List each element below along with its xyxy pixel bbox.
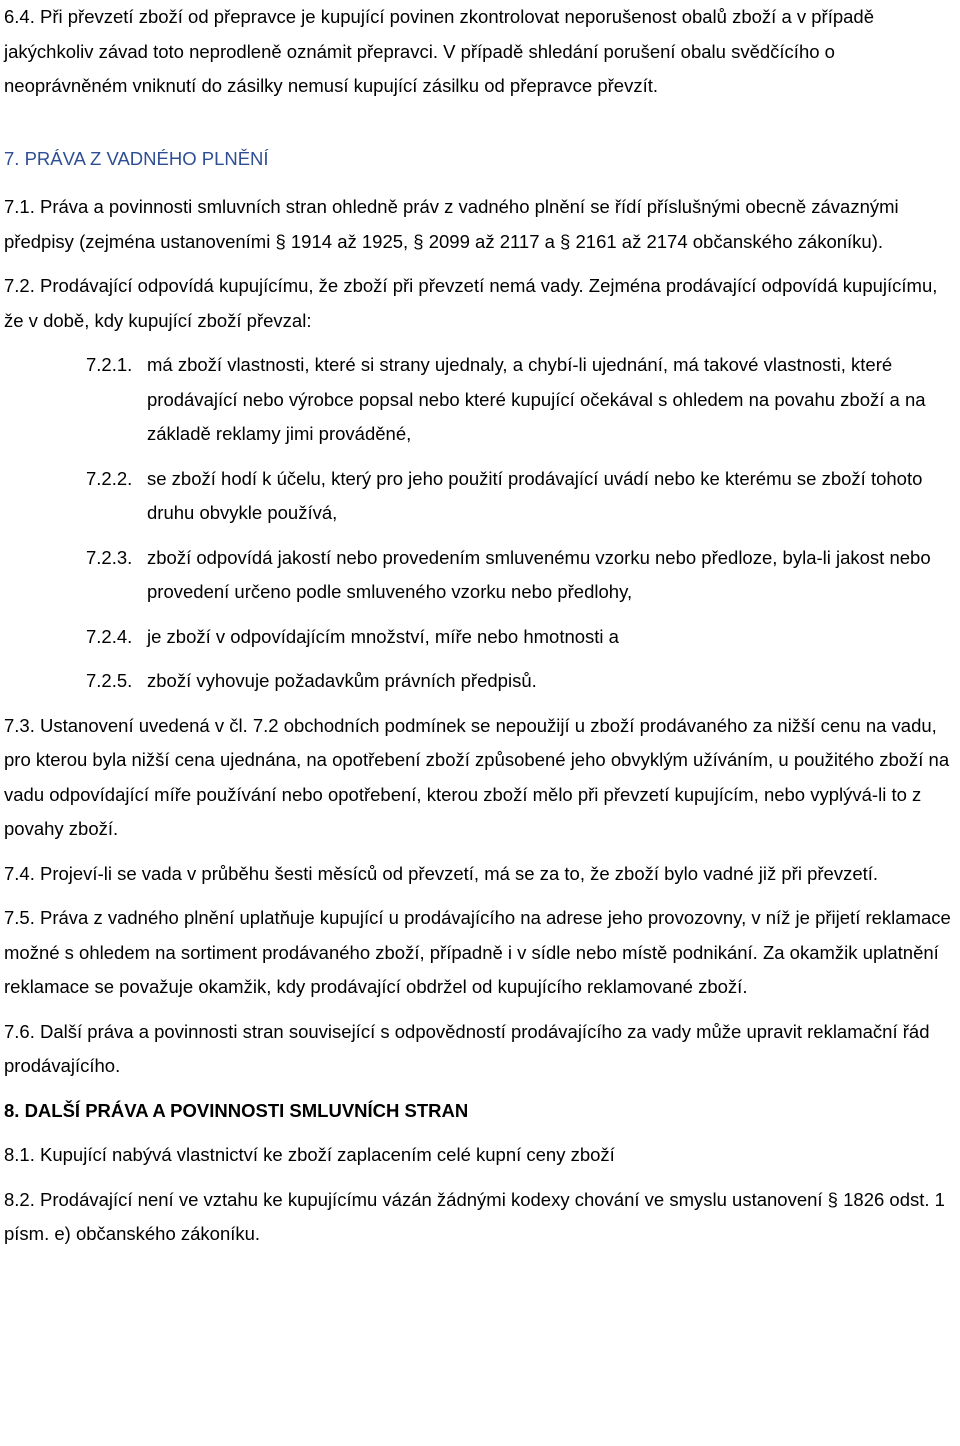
list-item-text: je zboží v odpovídajícím množství, míře nebo hmotnosti a xyxy=(147,625,619,647)
list-item-number: 7.2.3. xyxy=(86,546,133,568)
paragraph-7-1: 7.1. Práva a povinnosti smluvních stran ohledně práv z vadného plnění se řídí příslušnými obecně závaznými předpisy (zejména ustanoveními § 1914 až 1925, § 2099 až 2117 a § 2161 až 2174 občanského zákoníku). xyxy=(4,196,899,252)
section-heading-7: 7. PRÁVA Z VADNÉHO PLNĚNÍ xyxy=(4,147,269,169)
list-item-number: 7.2.5. xyxy=(86,670,133,691)
list-item xyxy=(4,462,956,531)
document-page xyxy=(4,0,956,1252)
list-item-text: se zboží hodí k účelu, který pro jeho použití prodávající uvádí nebo ke kterému se zboží tohoto druhu obvykle používá, xyxy=(147,467,923,523)
list-item xyxy=(4,620,956,655)
section-heading-8: 8. DALŠÍ PRÁVA A POVINNOSTI SMLUVNÍCH STRAN xyxy=(4,1099,469,1121)
list-item xyxy=(4,348,956,452)
list-item-number: 7.2.2. xyxy=(86,467,133,489)
paragraph-7-4: 7.4. Projeví-li se vada v průběhu šesti měsíců od převzetí, má se za to, že zboží bylo vadné již při převzetí. xyxy=(4,862,879,884)
paragraph-7-5: 7.5. Práva z vadného plnění uplatňuje kupující u prodávajícího na adrese jeho provozovny, v níž je přijetí reklamace možné s ohledem na sortiment prodávaného zboží, případně i v sídle nebo místě podnikání. Za okamžik uplatnění reklamace se považuje okamžik, kdy prodávající obdržel od kupujícího reklamované zboží. xyxy=(4,907,951,997)
paragraph-7-3: 7.3. Ustanovení uvedená v čl. 7.2 obchodních podmínek se nepoužijí u zboží prodávaného za nižší cenu na vadu, pro kterou byla nižší cena ujednána, na opotřebení zboží způsobené jeho obvyklým užíváním, u použitého zboží na vadu odpovídající míře používání nebo opotřebení, kterou zboží mělo při převzetí kupujícím, nebo vyplývá-li to z povahy zboží. xyxy=(4,714,950,839)
list-item-text: zboží odpovídá jakostí nebo provedením smluvenému vzorku nebo předloze, byla-li jakost nebo provedení určeno podle smluveného vzorku nebo předlohy, xyxy=(147,546,931,602)
list-item xyxy=(4,664,956,699)
paragraph-8-2: 8.2. Prodávající není ve vztahu ke kupujícímu vázán žádnými kodexy chování ve smyslu ustanovení § 1826 odst. 1 písm. e) občanského zákoníku. xyxy=(4,1188,945,1244)
paragraph-7-2: 7.2. Prodávající odpovídá kupujícímu, že zboží při převzetí nemá vady. Zejména prodávající odpovídá kupujícímu, že v době, kdy kupující zboží převzal: xyxy=(4,275,938,331)
list-item-number: 7.2.4. xyxy=(86,625,133,647)
paragraph-6-4: 6.4. Při převzetí zboží od přepravce je kupující povinen zkontrolovat neporušenost obalů zboží a v případě jakýchkoliv závad toto neprodleně oznámit přepravci. V případě shledání porušení obalu svědčícího o neoprávněném vniknutí do zásilky nemusí kupující zásilku od přepravce převzít. xyxy=(4,6,875,96)
paragraph-7-6: 7.6. Další práva a povinnosti stran související s odpovědností prodávajícího za vady může upravit reklamační řád prodávajícího. xyxy=(4,1020,930,1076)
paragraph-8-1: 8.1. Kupující nabývá vlastnictví ke zboží zaplacením celé kupní ceny zboží xyxy=(4,1144,615,1165)
list-item xyxy=(4,541,956,610)
list-item-text: zboží vyhovuje požadavkům právních předpisů. xyxy=(147,670,537,691)
list-item-number: 7.2.1. xyxy=(86,354,133,375)
list-item-text: má zboží vlastnosti, které si strany ujednaly, a chybí-li ujednání, má takové vlastnosti, které prodávající nebo výrobce popsal nebo které kupující očekával s ohledem na povahu zboží a na základě reklamy jimi prováděné, xyxy=(147,354,926,444)
list-7-2 xyxy=(4,348,956,699)
